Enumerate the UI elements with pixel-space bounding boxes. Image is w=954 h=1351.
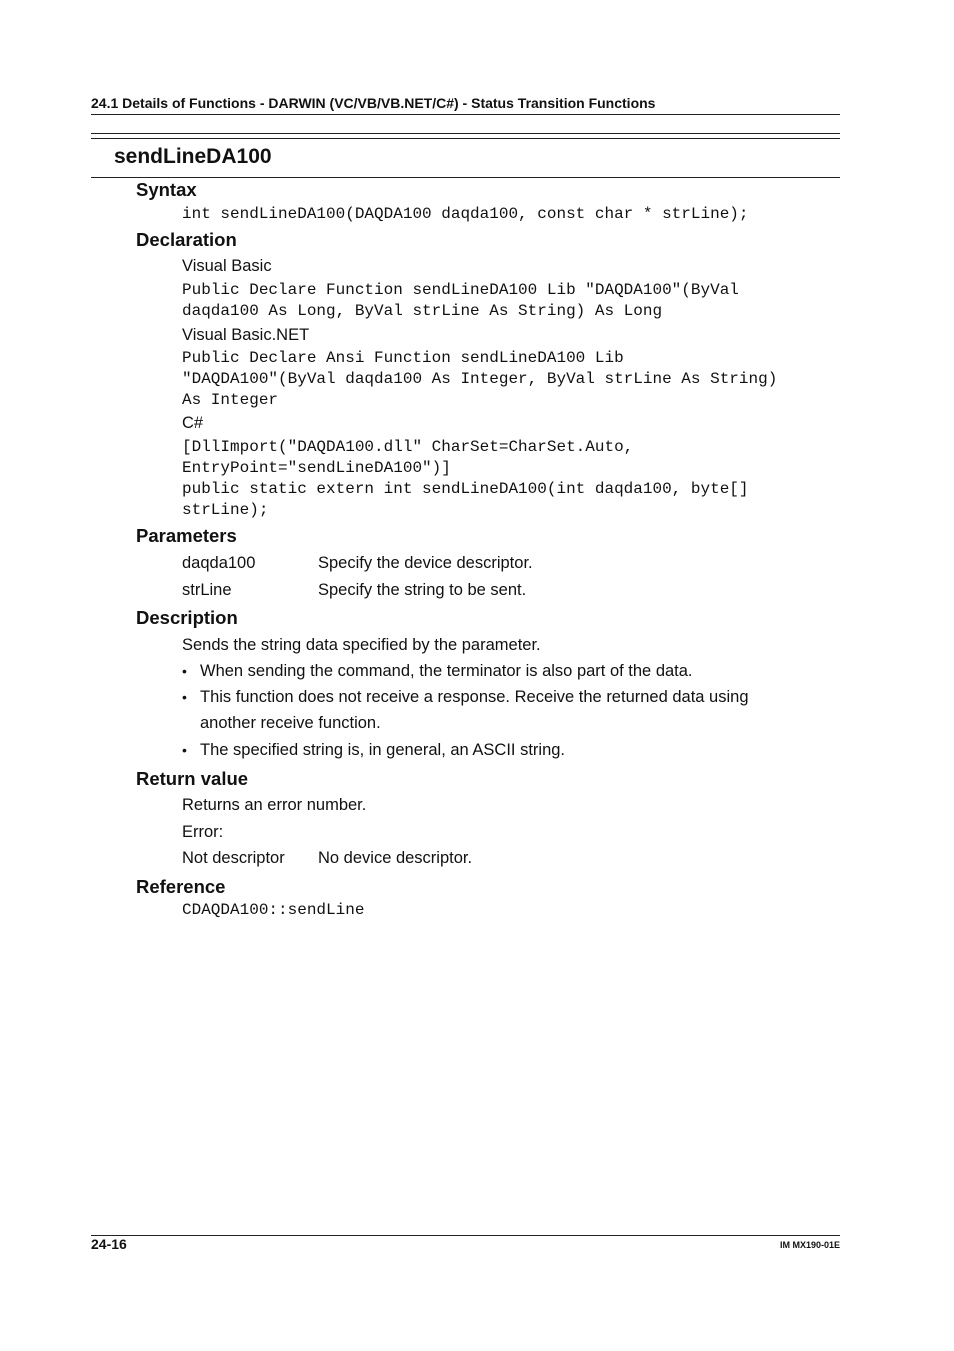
syntax-heading: Syntax	[136, 179, 197, 200]
cs-code-line: public static extern int sendLineDA100(int daqda100, byte[]	[182, 480, 749, 498]
bullet-marker: •	[182, 689, 187, 705]
title-rule-top-2	[91, 138, 840, 139]
document-id: IM MX190-01E	[779, 1240, 840, 1250]
parameters-heading: Parameters	[136, 525, 237, 546]
cs-code-line: strLine);	[182, 501, 269, 519]
param-description: Specify the string to be sent.	[318, 581, 527, 599]
param-name: strLine	[182, 581, 232, 599]
description-bullet: This function does not receive a response. Receive the returned data using	[200, 688, 749, 706]
reference-heading: Reference	[136, 876, 226, 897]
param-name: daqda100	[182, 554, 256, 572]
cs-code-line: EntryPoint="sendLineDA100")]	[182, 459, 451, 477]
title-rule-top-1	[91, 133, 840, 134]
running-header: 24.1 Details of Functions - DARWIN (VC/VB/VB.NET/C#) - Status Transition Functions	[91, 95, 656, 111]
vbnet-label: Visual Basic.NET	[182, 326, 310, 344]
return-value-heading: Return value	[136, 768, 249, 789]
error-name: Not descriptor	[182, 849, 285, 867]
vb-code-line: Public Declare Function sendLineDA100 Lib "DAQDA100"(ByVal	[182, 281, 739, 299]
description-intro: Sends the string data specified by the parameter.	[182, 636, 541, 654]
param-description: Specify the device descriptor.	[318, 554, 533, 572]
cs-code-line: [DllImport("DAQDA100.dll" CharSet=CharSet.Auto,	[182, 438, 634, 456]
error-label: Error:	[182, 823, 224, 841]
declaration-heading: Declaration	[136, 229, 237, 250]
header-rule	[91, 114, 840, 115]
cs-label: C#	[182, 414, 204, 432]
vbnet-code-line: As Integer	[182, 391, 279, 409]
title-rule-bottom	[91, 177, 840, 178]
vbnet-code-line: Public Declare Ansi Function sendLineDA100 Lib	[182, 349, 624, 367]
vbnet-code-line: "DAQDA100"(ByVal daqda100 As Integer, ByVal strLine As String)	[182, 370, 778, 388]
vb-code-line: daqda100 As Long, ByVal strLine As String) As Long	[182, 302, 663, 320]
reference-code: CDAQDA100::sendLine	[182, 901, 365, 919]
description-bullet: When sending the command, the terminator is also part of the data.	[200, 662, 693, 680]
page-number: 24-16	[91, 1236, 127, 1252]
return-value-text: Returns an error number.	[182, 796, 367, 814]
error-description: No device descriptor.	[318, 849, 473, 867]
vb-label: Visual Basic	[182, 257, 272, 275]
description-bullet: The specified string is, in general, an ASCII string.	[200, 741, 566, 759]
footer-rule	[91, 1235, 840, 1236]
description-heading: Description	[136, 607, 238, 628]
syntax-code: int sendLineDA100(DAQDA100 daqda100, const char * strLine);	[182, 205, 749, 223]
function-title: sendLineDA100	[114, 145, 272, 168]
bullet-marker: •	[182, 663, 187, 679]
bullet-marker: •	[182, 742, 187, 758]
description-bullet-continuation: another receive function.	[200, 714, 381, 732]
